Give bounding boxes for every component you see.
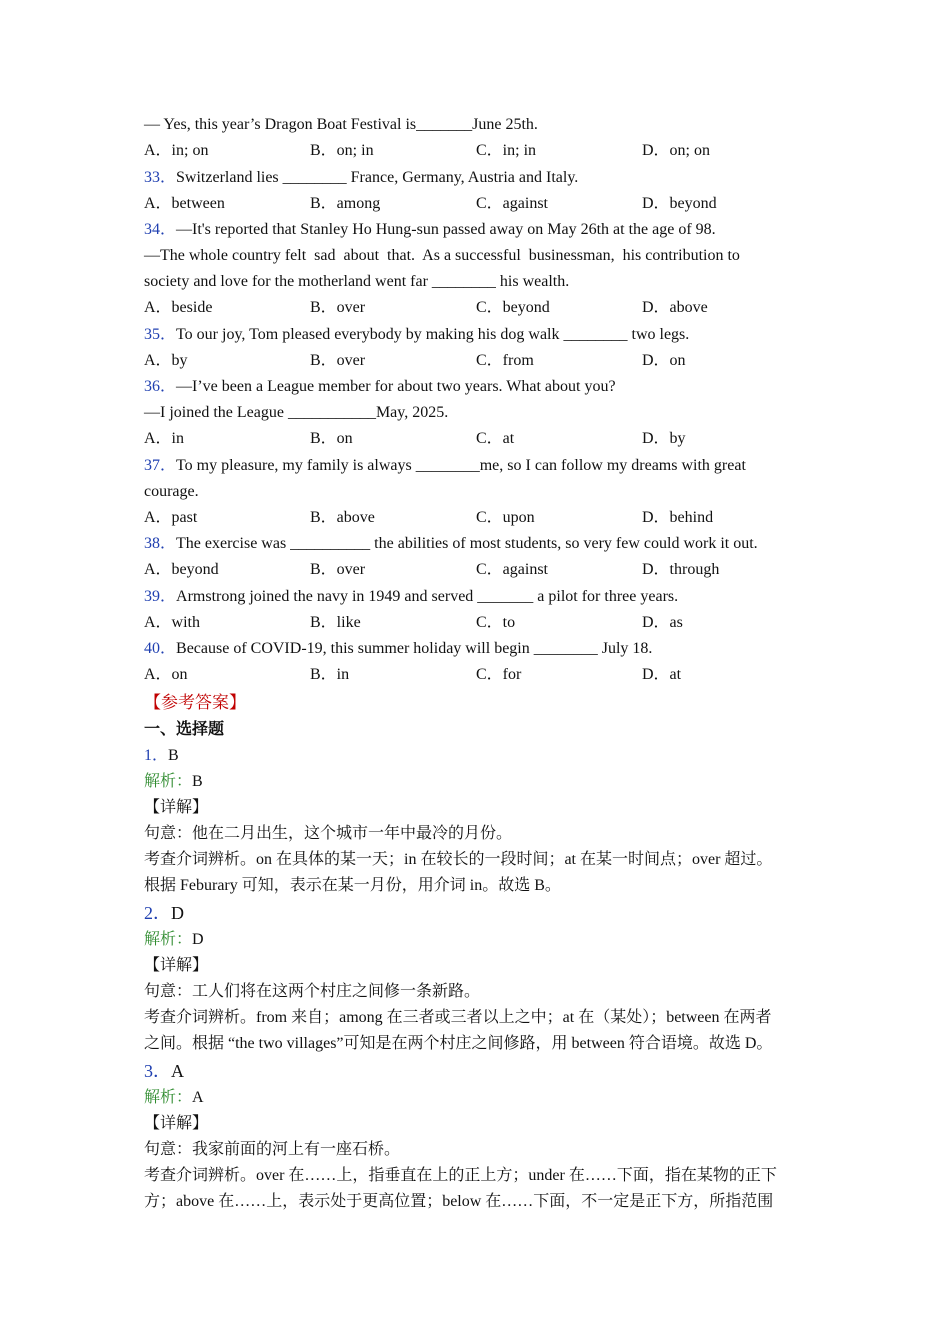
option-d: D．through	[642, 561, 720, 578]
question-text: To our joy, Tom pleased everybody by making his dog walk ________ two legs.	[176, 325, 690, 343]
option-c: C．in; in	[476, 142, 537, 159]
question-37-options	[144, 505, 814, 532]
question-34-options	[144, 295, 814, 322]
answer-number: 2．	[144, 902, 171, 923]
answer-value: B	[168, 746, 179, 764]
option-d: D．as	[642, 613, 683, 631]
question-text: Switzerland lies ________ France, Germany, Austria and Italy.	[176, 168, 579, 186]
option-a: A．with	[144, 613, 201, 631]
option-c: C．from	[476, 351, 534, 369]
jiexi-label: 解析：	[144, 930, 193, 948]
question-number: 33．	[144, 168, 177, 186]
question-36-line2: —I joined the League ___________May, 2025.	[144, 404, 449, 421]
option-a: A．in; on	[144, 142, 209, 159]
question-33	[144, 165, 814, 191]
question-40	[144, 636, 814, 662]
option-b: B．over	[310, 561, 366, 578]
option-c: C．for	[476, 666, 522, 683]
answer-2-detail-heading: 【详解】	[144, 956, 209, 974]
answer-2-jiexi	[144, 927, 814, 953]
question-34-line2: —The whole country felt sad about that. As a successful businessman, his contribution to	[144, 247, 740, 264]
answer-value: D	[171, 902, 184, 923]
question-text: The exercise was __________ the abilities of most students, so very few could work it out.	[176, 535, 758, 552]
question-number: 39．	[144, 587, 177, 605]
answer-2-line2: 考查介词辨析。from 来自；among 在三者或三者以上之中；at 在（某处）；between 在两者	[144, 1008, 772, 1026]
document-page	[144, 112, 814, 1215]
option-a: A．beside	[144, 299, 213, 316]
option-c: C．beyond	[476, 299, 550, 316]
option-b: B．over	[310, 299, 366, 316]
question-text: —I’ve been a League member for about two years. What about you?	[176, 378, 616, 395]
question-36	[144, 374, 814, 400]
question-number: 34．	[144, 221, 177, 238]
jiexi-label: 解析：	[144, 772, 193, 790]
option-a: A．on	[144, 666, 188, 683]
option-b: B．on; in	[310, 142, 374, 159]
question-37	[144, 453, 814, 479]
section-title: 一、选择题	[144, 720, 225, 738]
answer-2-line1: 句意：工人们将在这两个村庄之间修一条新路。	[144, 982, 481, 1000]
answers-title: 【参考答案】	[144, 692, 246, 712]
question-34-line3: society and love for the motherland went far ________ his wealth.	[144, 273, 570, 290]
option-d: D．behind	[642, 508, 714, 526]
option-a: A．past	[144, 508, 198, 526]
question-36-options	[144, 426, 814, 453]
question-text: —It's reported that Stanley Ho Hung-sun passed away on May 26th at the age of 98.	[176, 221, 716, 238]
option-b: B．above	[310, 508, 375, 526]
question-number: 35．	[144, 325, 177, 343]
answer-1	[144, 743, 814, 769]
option-c: C．to	[476, 613, 516, 631]
answer-1-detail-heading: 【详解】	[144, 798, 209, 816]
option-d: D．at	[642, 666, 682, 683]
option-b: B．in	[310, 666, 350, 683]
option-d: D．on	[642, 351, 686, 369]
answer-3	[144, 1057, 814, 1085]
answer-3-jiexi	[144, 1085, 814, 1111]
option-c: C．against	[476, 194, 548, 212]
option-b: B．among	[310, 194, 381, 212]
option-d: D．on; on	[642, 142, 711, 159]
question-40-options	[144, 662, 814, 689]
jiexi-value: A	[192, 1088, 204, 1106]
question-39-options	[144, 610, 814, 637]
answer-1-line3: 根据 Feburary 可知，表示在某一月份，用介词 in。故选 B。	[144, 876, 561, 894]
option-d: D．beyond	[642, 194, 717, 212]
option-c: C．at	[476, 430, 515, 447]
answer-1-line2: 考查介词辨析。on 在具体的某一天；in 在较长的一段时间；at 在某一时间点；over 超过。	[144, 850, 773, 868]
question-number: 38．	[144, 535, 177, 552]
question-text: To my pleasure, my family is always ________me, so I can follow my dreams with great	[176, 456, 746, 474]
answer-3-line1: 句意：我家前面的河上有一座石桥。	[144, 1140, 401, 1158]
option-d: D．above	[642, 299, 708, 316]
jiexi-value: B	[192, 772, 203, 790]
option-a: A．by	[144, 351, 188, 369]
option-d: D．by	[642, 430, 686, 447]
answer-2	[144, 899, 814, 927]
jiexi-value: D	[192, 930, 204, 948]
option-b: B．on	[310, 430, 353, 447]
question-text: Because of COVID-19, this summer holiday will begin ________ July 18.	[176, 640, 653, 657]
option-a: A．between	[144, 194, 225, 212]
answer-1-line1: 句意：他在二月出生，这个城市一年中最冷的月份。	[144, 824, 513, 842]
question-39	[144, 584, 814, 610]
question-34	[144, 217, 814, 243]
answer-value: A	[171, 1060, 184, 1081]
option-b: B．over	[310, 351, 366, 369]
option-c: C．upon	[476, 508, 535, 526]
question-32-tail: — Yes, this year’s Dragon Boat Festival is_______June 25th.	[144, 116, 538, 133]
question-38	[144, 531, 814, 557]
option-a: A．in	[144, 430, 185, 447]
answer-number: 3．	[144, 1060, 171, 1081]
answer-number: 1．	[144, 746, 169, 764]
question-text: Armstrong joined the navy in 1949 and served _______ a pilot for three years.	[176, 587, 679, 605]
question-number: 36．	[144, 378, 177, 395]
option-c: C．against	[476, 561, 548, 578]
question-35	[144, 322, 814, 348]
answer-3-line2: 考查介词辨析。over 在……上，指垂直在上的正上方；under 在……下面，指在某物的正下	[144, 1166, 777, 1184]
answer-2-line3: 之间。根据 “the two villages”可知是在两个村庄之间修路，用 between 符合语境。故选 D。	[144, 1034, 773, 1052]
question-35-options	[144, 348, 814, 375]
question-32-options	[144, 138, 814, 165]
option-b: B．like	[310, 613, 361, 631]
answer-3-detail-heading: 【详解】	[144, 1114, 209, 1132]
jiexi-label: 解析：	[144, 1088, 193, 1106]
question-33-options	[144, 191, 814, 218]
answer-1-jiexi	[144, 769, 814, 795]
question-38-options	[144, 557, 814, 584]
question-37-line2: courage.	[144, 482, 199, 500]
answer-3-line3: 方；above 在……上，表示处于更高位置；below 在……下面，不一定是正下方，所指范围	[144, 1192, 774, 1210]
option-a: A．beyond	[144, 561, 219, 578]
question-number: 37．	[144, 456, 177, 474]
question-number: 40．	[144, 640, 177, 657]
